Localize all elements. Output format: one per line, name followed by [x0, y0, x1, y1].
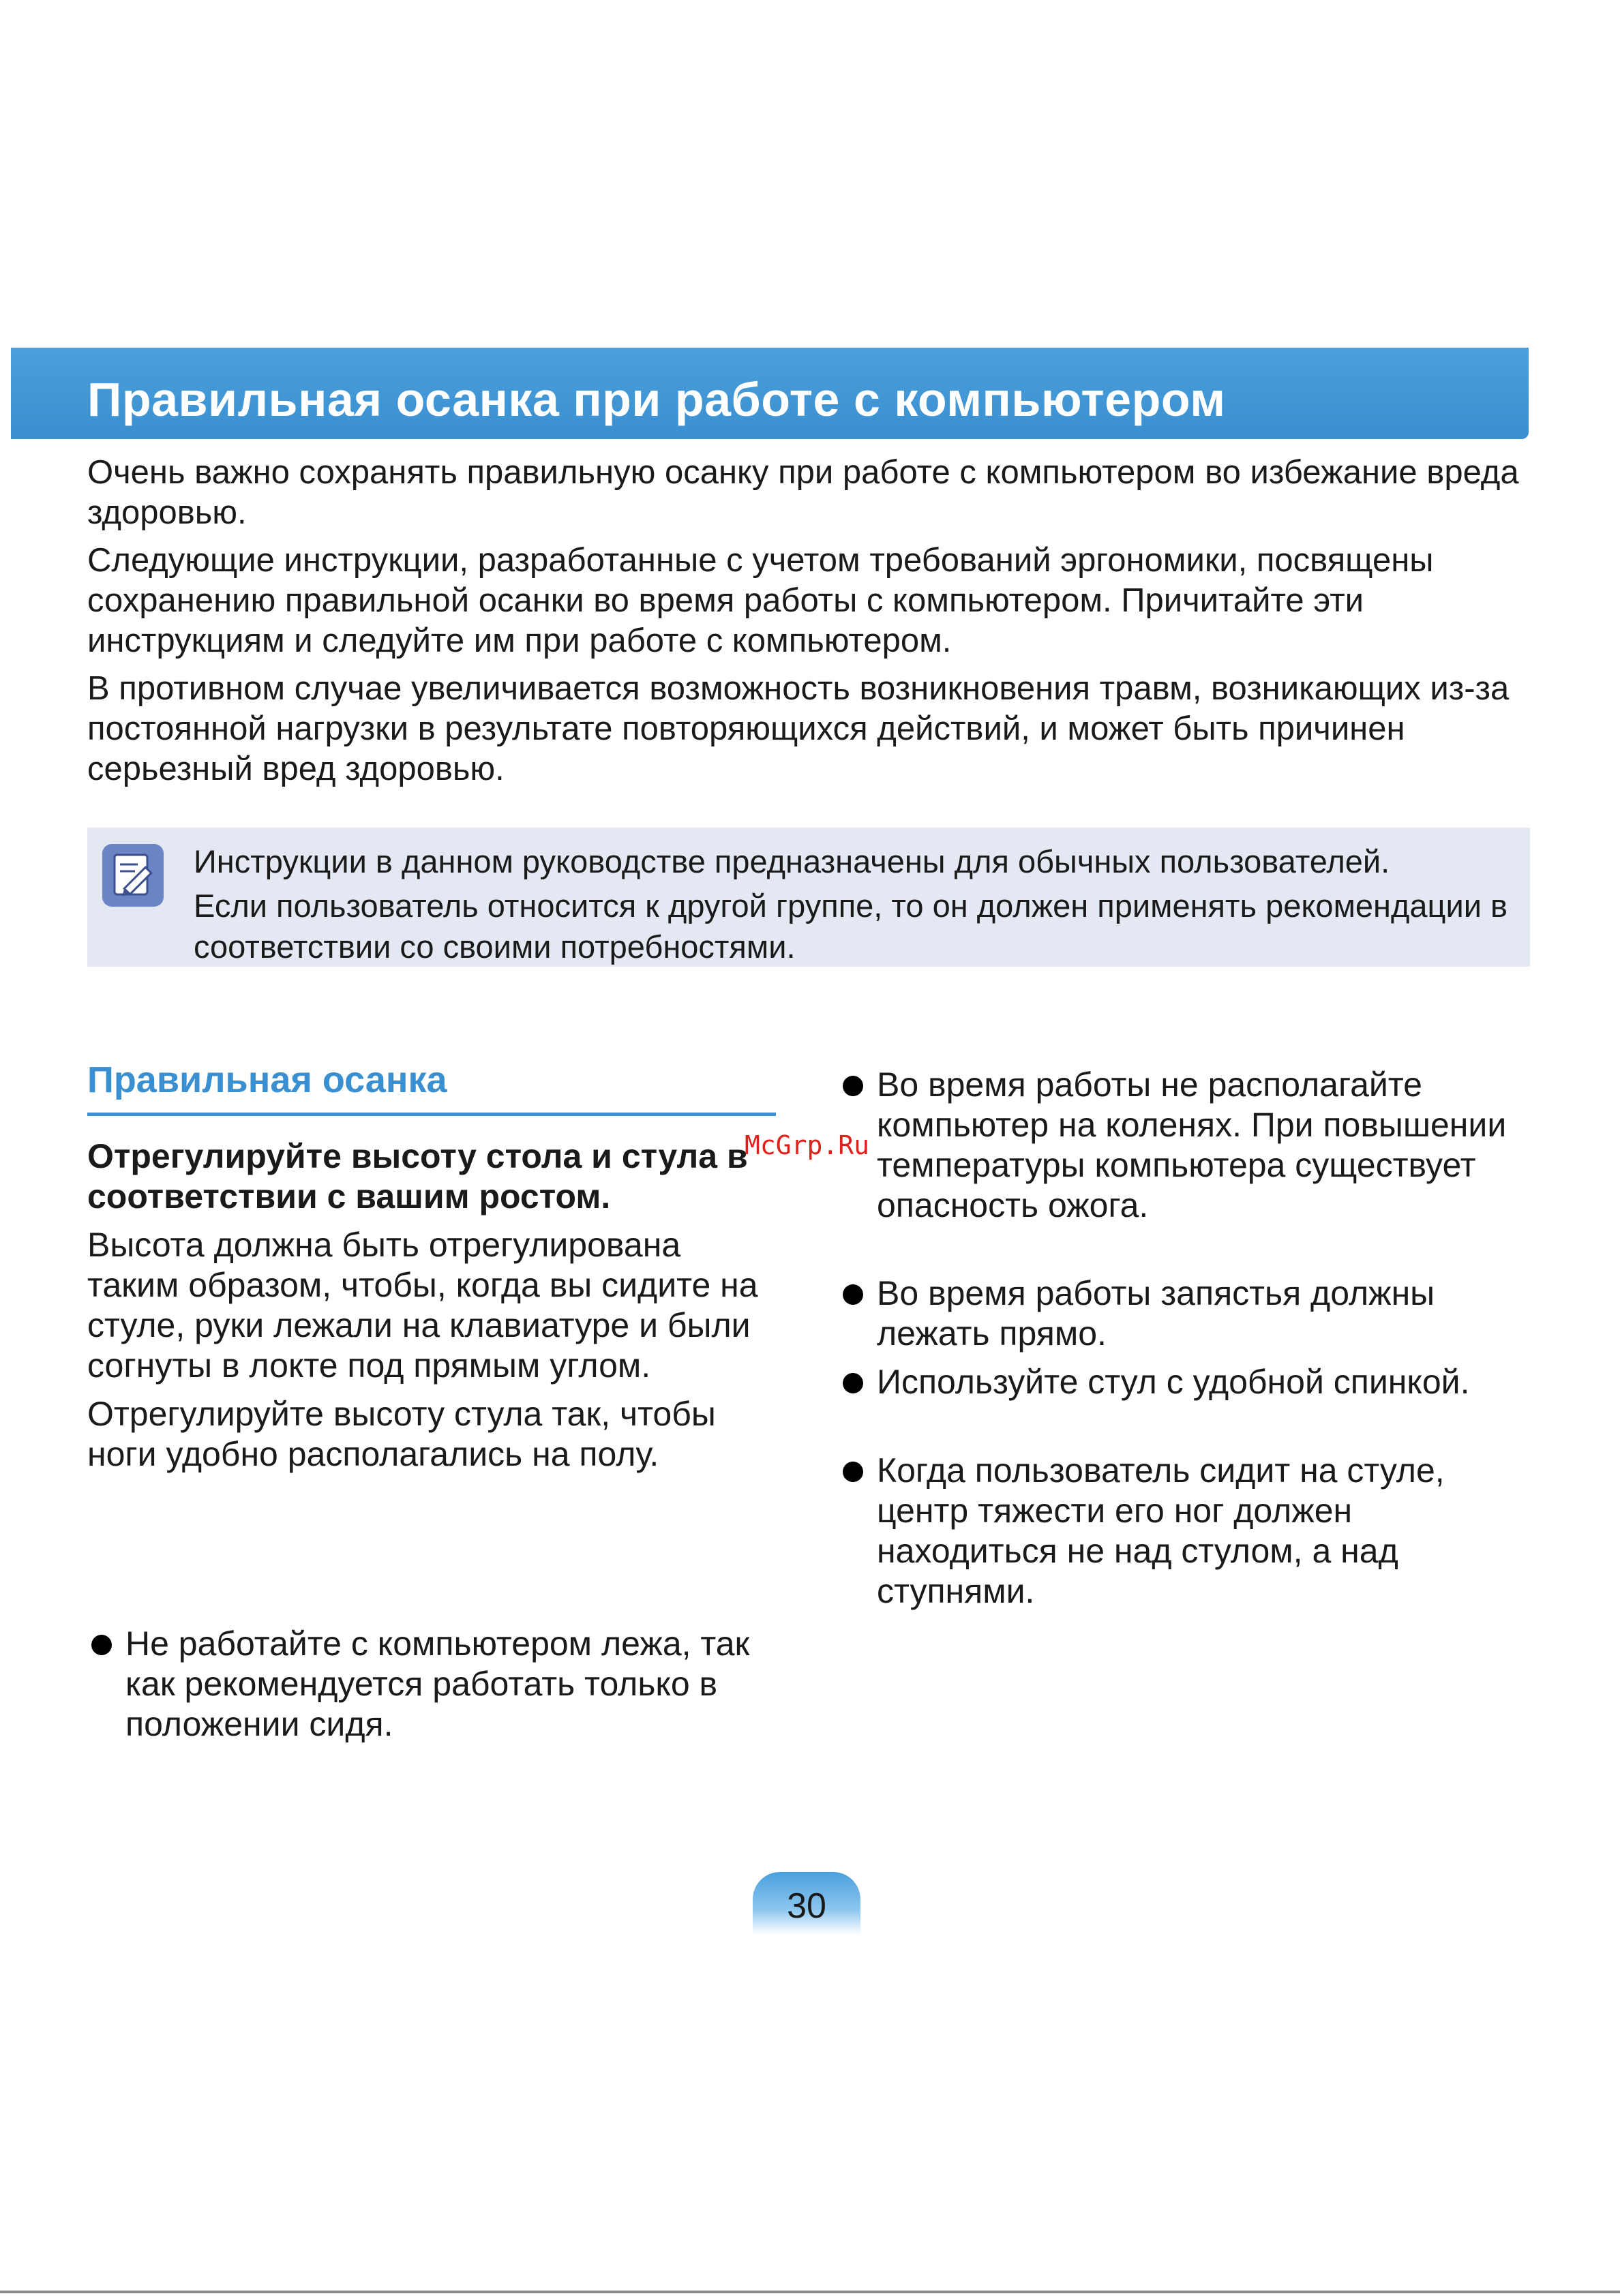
title-bar: [11, 348, 1529, 439]
list-item-text: Когда пользователь сидит на стуле, центр тяжести его ног должен находиться не над стулом, а над ступнями.: [877, 1451, 1445, 1610]
list-item-text: Не работайте с компьютером лежа, так как рекомендуется работать только в положении сидя.: [125, 1625, 750, 1743]
note-line: Инструкции в данном руководстве предназначены для обычных пользователей.: [194, 843, 1390, 879]
pencil-note-icon: [102, 844, 164, 907]
list-item-text: Во время работы запястья должны лежать прямо.: [877, 1274, 1435, 1353]
body-paragraph: Высота должна быть отрегулирована таким образом, чтобы, когда вы сидите на стуле, руки лежали на клавиатуре и были согнуты в локте под прямым углом.: [87, 1226, 758, 1385]
list-item: [87, 1624, 776, 1744]
list-item-text: Во время работы не располагайте компьютер на коленях. При повышении температуры компьютера существует опасность ожога.: [877, 1066, 1507, 1224]
bottom-divider: [0, 2291, 1620, 2293]
page-title: Правильная осанка при работе с компьютером: [87, 373, 1226, 426]
bullet-dot-icon: [843, 1284, 863, 1305]
bullet-dot-icon: [843, 1373, 863, 1393]
bold-lead: Отрегулируйте высоту стола и стула в соответствии с вашим ростом.: [87, 1137, 748, 1215]
intro-text: [87, 453, 1519, 797]
list-item: [839, 1362, 1534, 1402]
intro-paragraph: Следующие инструкции, разработанные с учетом требований эргономики, посвящены сохранению правильной осанки во время работы с компьютером. Причитайте эти инструкциям и следуйте им при работе с компьютером.: [87, 542, 1434, 659]
note-box: [87, 828, 1530, 967]
bullet-dot-icon: [91, 1635, 112, 1655]
note-line: Если пользователь относится к другой группе, то он должен применять рекомендации в соответствии со своими потребностями.: [194, 888, 1508, 965]
watermark: McGrp.Ru: [745, 1130, 870, 1160]
list-item: [839, 1273, 1534, 1354]
list-item: [839, 1451, 1534, 1612]
page-number: 30: [787, 1886, 826, 1926]
list-item: [839, 1065, 1534, 1226]
bullet-dot-icon: [843, 1076, 863, 1096]
section-heading: Правильная осанка: [87, 1057, 776, 1116]
intro-paragraph: В противном случае увеличивается возможность возникновения травм, возникающих из-за постоянной нагрузки в результате повторяющихся действий, и может быть причинен серьезный вред здоровью.: [87, 670, 1510, 787]
list-item-text: Используйте стул с удобной спинкой.: [877, 1363, 1470, 1401]
left-column: [87, 1057, 776, 1743]
note-text: [194, 841, 1523, 971]
intro-paragraph: Очень важно сохранять правильную осанку при работе с компьютером во избежание вреда здоровью.: [87, 454, 1519, 531]
page-number-tab: [753, 1872, 860, 1935]
bullet-dot-icon: [843, 1462, 863, 1482]
body-paragraph: Отрегулируйте высоту стула так, чтобы ноги удобно располагались на полу.: [87, 1395, 716, 1473]
